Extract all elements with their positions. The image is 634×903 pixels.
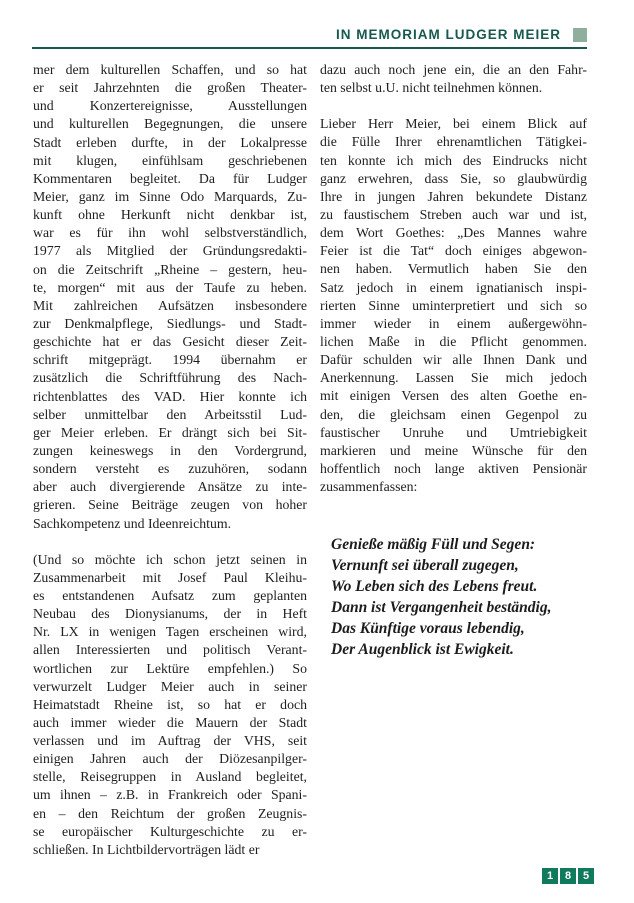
text-line: es entstandenen Aufsatz zum geplanten — [33, 587, 307, 603]
text-line: nen haben. Vermutlich haben Sie den — [320, 261, 587, 277]
text-line: und Konzertereignisse, Ausstellungen — [33, 98, 307, 114]
text-line: mer dem kulturellen Schaffen, und so hat — [33, 62, 307, 77]
text-line: Kommentaren begleitet. Da für Ludger — [33, 170, 307, 186]
text-line: den, die gleichsam einen Gegenpol zu — [320, 406, 587, 422]
poem-line: Der Augenblick ist Ewigkeit. — [331, 641, 514, 659]
page-title: IN MEMORIAM LUDGER MEIER — [336, 27, 561, 42]
paragraph — [320, 115, 587, 496]
text-line: richtenblattes des VAD. Hier konnte ich — [33, 388, 307, 404]
text-line: Feier ist die Tat“ doch einiges abgewon- — [320, 243, 587, 259]
text-line: rierten Sinne uminterpretiert und sich so — [320, 297, 587, 313]
text-line: Stadt erleben durfte, in der Lokalpresse — [33, 134, 307, 150]
text-line: markieren und meine Wünsche für den — [320, 442, 587, 458]
text-line: hoffentlich noch lange aktiven Pensionär — [320, 460, 587, 476]
text-line: dazu auch noch jene ein, die an den Fahr- — [320, 62, 587, 77]
left-column — [33, 61, 307, 877]
text-line: war es für ihn wohl selbstverständlich, — [33, 225, 307, 241]
text-line: ten selbst u.U. nicht teilnehmen können. — [320, 80, 543, 96]
poem-line: Das Künftige voraus lebendig, — [331, 620, 525, 638]
text-line: lichen Maße in die Pflicht genommen. — [320, 333, 587, 349]
page-header — [32, 27, 587, 49]
text-line: faustischer Unruhe und Umtriebigkeit — [320, 424, 587, 440]
text-line: Satz jedoch in einem ignatianisch inspi- — [320, 279, 587, 295]
text-line: Sachkompetenz und Ideenreichtum. — [33, 515, 232, 531]
text-line: er seit Jahrzehnten die großen Theater- — [33, 80, 307, 96]
text-line: Ihre in jungen Jahren bekundete Distanz — [320, 188, 587, 204]
text-line: immer wieder in einem außergewöhn- — [320, 315, 587, 331]
poem-line: Genieße mäßig Füll und Segen: — [331, 536, 536, 554]
text-line: en – den Reichtum der großen Zeugnis- — [33, 805, 307, 821]
text-line: selber unmittelbar den Arbeitsstil Lud- — [33, 406, 307, 422]
header-accent-square-icon — [573, 28, 587, 42]
text-line: Meier, ganz im Sinne Odo Marquards, Zu- — [33, 188, 307, 204]
text-columns — [33, 61, 587, 877]
text-line: on die Zeitschrift „Rheine – gestern, heu- — [33, 261, 307, 277]
text-line: sondern versteht es zuzuhören, sodann — [33, 461, 307, 477]
text-line: schließen. In Lichtbildervorträgen lädt er — [33, 841, 260, 857]
text-line: se europäischer Kulturgeschichte zu er- — [33, 823, 307, 839]
text-line: Anerkennung. Lassen Sie mich jedoch — [320, 370, 587, 386]
text-line: ger Meier erleben. Er drängt sich bei Sit- — [33, 424, 307, 440]
text-line: Zusammenarbeit mit Josef Paul Kleihu- — [33, 569, 307, 585]
text-line: die Fülle Ihrer ehrenamtlichen Tätigkei- — [320, 134, 587, 150]
poem-line: Wo Leben sich des Lebens freut. — [331, 578, 538, 596]
text-line: (Und so möchte ich schon jetzt seinen in — [33, 551, 307, 567]
text-line: Dafür schulden wir alle Ihnen Dank und — [320, 352, 587, 368]
text-line: Heimatstadt Rheine ist, so hat er doch — [33, 696, 307, 712]
text-line: zu faustischem Streben auch war und ist, — [320, 206, 587, 222]
text-line: te, morgen“ mit aus der Taufe zu heben. — [33, 279, 307, 295]
text-line: zusätzlich die Schriftführung des Nach- — [33, 370, 307, 386]
text-line: auch immer wieder die Mauern der Stadt — [33, 714, 307, 730]
text-line: zungen keineswegs in den Vordergrund, — [33, 442, 307, 458]
text-line: ganz erwehren, dass Sie, so glaubwürdig — [320, 170, 587, 186]
page-number-digit: 5 — [578, 868, 594, 884]
paragraph — [33, 551, 307, 859]
paragraph — [320, 61, 587, 97]
poem-line: Dann ist Vergangenheit beständig, — [331, 599, 552, 617]
text-line: Mit zahlreichen Aufsätzen insbesondere — [33, 297, 307, 313]
right-column-paragraphs — [320, 61, 587, 496]
text-line: 1977 als Mitglied der Gründungsredakti- — [33, 243, 307, 259]
text-line: stelle, Reisegruppen in Ausland begleitet, — [33, 769, 307, 785]
goethe-poem — [320, 534, 587, 660]
text-line: Neubau des Dionysianums, der in Heft — [33, 606, 307, 622]
text-line: zur Denkmalpflege, Siedlungs- und Stadt- — [33, 315, 307, 331]
text-line: verlassen und im Auftrag der VHS, seit — [33, 733, 307, 749]
text-line: dem Wort Goethes: „Des Mannes wahre — [320, 225, 587, 241]
page-number-digit: 8 — [560, 868, 576, 884]
text-line: Lieber Herr Meier, bei einem Blick auf — [320, 116, 587, 132]
text-line: aber auch divergierende Ansätze zu inte- — [33, 479, 307, 495]
poem-line: Vernunft sei überall zugegen, — [331, 557, 519, 575]
text-line: und kulturellen Begegnungen, die unsere — [33, 116, 307, 132]
text-line: einigen Jahren auch der Diözesanpilger- — [33, 751, 307, 767]
paragraph — [33, 61, 307, 533]
text-line: verwurzelt Ludger Meier auch in seiner — [33, 678, 307, 694]
text-line: mit einigen Versen des alten Goethe en- — [320, 388, 587, 404]
text-line: Nr. LX in wenigen Tagen erscheinen wird, — [33, 624, 307, 640]
page-number-digit: 1 — [542, 868, 558, 884]
text-line: schrift mitgeprägt. 1994 übernahm er — [33, 352, 307, 368]
text-line: allen Interessierten und politisch Verant- — [33, 642, 307, 658]
page-number — [542, 868, 594, 884]
text-line: ten konnte ich mich des Eindrucks nicht — [320, 152, 587, 168]
right-column — [320, 61, 587, 877]
text-line: geschichte hat er das Gesicht dieser Zeit- — [33, 334, 307, 350]
text-line: grieren. Seine Beiträge zeugen von hoher — [33, 497, 307, 513]
text-line: um ihnen – z.B. in Frankreich oder Spani- — [33, 787, 307, 803]
text-line: mit klugen, einfühlsam geschriebenen — [33, 152, 307, 168]
text-line: zusammenfassen: — [320, 479, 418, 495]
text-line: kunft ohne Herkunft nicht denkbar ist, — [33, 207, 307, 223]
text-line: wortlichen zur Lektüre empfehlen.) So — [33, 660, 307, 676]
